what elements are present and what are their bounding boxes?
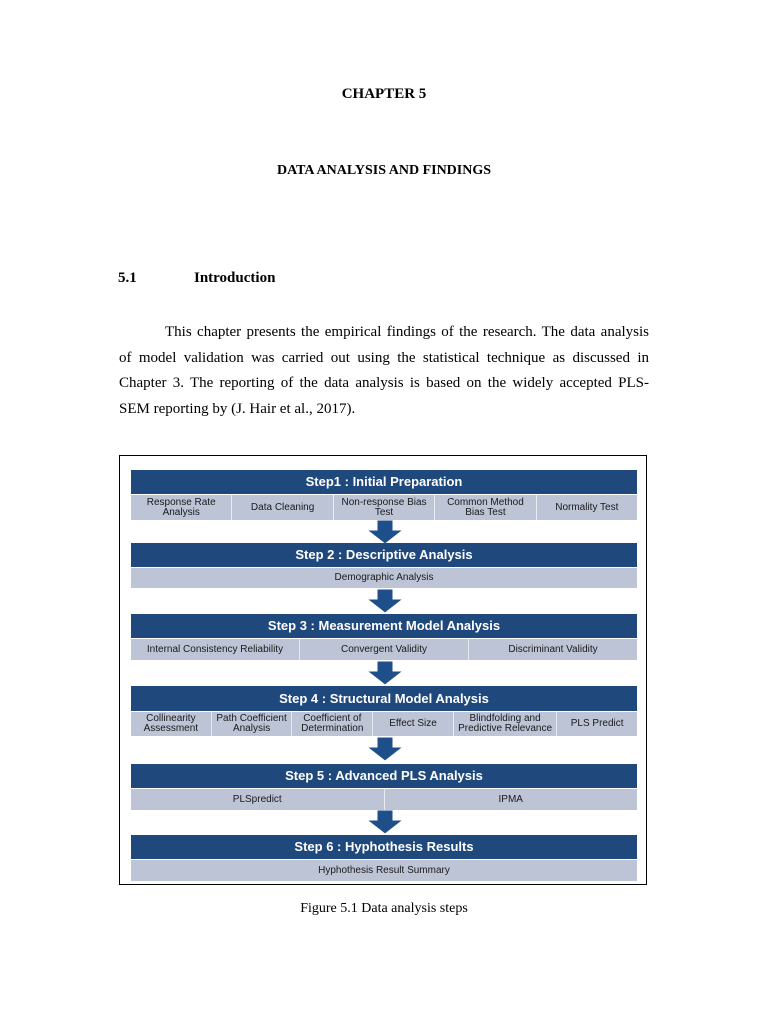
paragraph-line: This chapter presents the empirical findings of the research. The data analysis bbox=[165, 324, 649, 340]
intro-paragraph bbox=[119, 320, 649, 422]
down-arrow-icon bbox=[365, 810, 405, 834]
step-6-items bbox=[131, 860, 637, 881]
step-item: Coefficient of Determination bbox=[291, 712, 372, 736]
section-heading bbox=[118, 270, 275, 287]
step-1-items bbox=[131, 495, 637, 520]
step-item: Blindfolding and Predictive Relevance bbox=[453, 712, 556, 736]
step-item: Common Method Bias Test bbox=[434, 495, 535, 520]
step-4-header: Step 4 : Structural Model Analysis bbox=[131, 686, 637, 711]
step-2-header: Step 2 : Descriptive Analysis bbox=[131, 543, 637, 567]
step-item: Effect Size bbox=[372, 712, 453, 736]
step-5-items bbox=[131, 789, 637, 810]
step-1-header: Step1 : Initial Preparation bbox=[131, 470, 637, 494]
step-item: Convergent Validity bbox=[299, 639, 468, 660]
step-item: PLSpredict bbox=[232, 793, 282, 805]
step-item: Collinearity Assessment bbox=[143, 713, 199, 734]
chapter-subtitle: DATA ANALYSIS AND FINDINGS bbox=[276, 163, 492, 178]
paragraph-line: SEM reporting by (J. Hair et al., 2017). bbox=[119, 400, 356, 417]
step-item: Normality Test bbox=[536, 495, 637, 520]
step-item: Discriminant Validity bbox=[468, 639, 637, 660]
step-item: Demographic Analysis bbox=[334, 572, 434, 583]
step-3-items bbox=[131, 639, 637, 660]
step-item: Non-response Bias Test bbox=[333, 495, 434, 520]
chapter-title: CHAPTER 5 bbox=[341, 86, 427, 102]
step-5-header: Step 5 : Advanced PLS Analysis bbox=[131, 764, 637, 788]
step-3-header: Step 3 : Measurement Model Analysis bbox=[131, 614, 637, 638]
step-item: Response Rate Analysis bbox=[146, 496, 216, 518]
step-item: PLS Predict bbox=[556, 712, 637, 736]
section-title: Introduction bbox=[194, 270, 276, 286]
step-4-items bbox=[131, 712, 637, 736]
paragraph-line: Chapter 3. The reporting of the data analysis is based on the widely accepted PLS- bbox=[119, 375, 649, 391]
step-item: Hyphothesis Result Summary bbox=[318, 864, 450, 876]
down-arrow-icon bbox=[365, 520, 405, 544]
down-arrow-icon bbox=[365, 661, 405, 685]
step-6-header: Step 6 : Hyphothesis Results bbox=[131, 835, 637, 859]
step-2-items bbox=[131, 568, 637, 588]
step-item: Path Coefficient Analysis bbox=[211, 712, 292, 736]
down-arrow-icon bbox=[365, 589, 405, 613]
figure-caption: Figure 5.1 Data analysis steps bbox=[300, 901, 468, 916]
step-item: IPMA bbox=[384, 789, 638, 810]
step-item: Internal Consistency Reliability bbox=[146, 643, 284, 655]
down-arrow-icon bbox=[365, 737, 405, 761]
paragraph-line: of model validation was carried out using the statistical technique as discussed in bbox=[119, 349, 649, 366]
section-number: 5.1 bbox=[118, 270, 137, 286]
step-item: Data Cleaning bbox=[231, 495, 332, 520]
